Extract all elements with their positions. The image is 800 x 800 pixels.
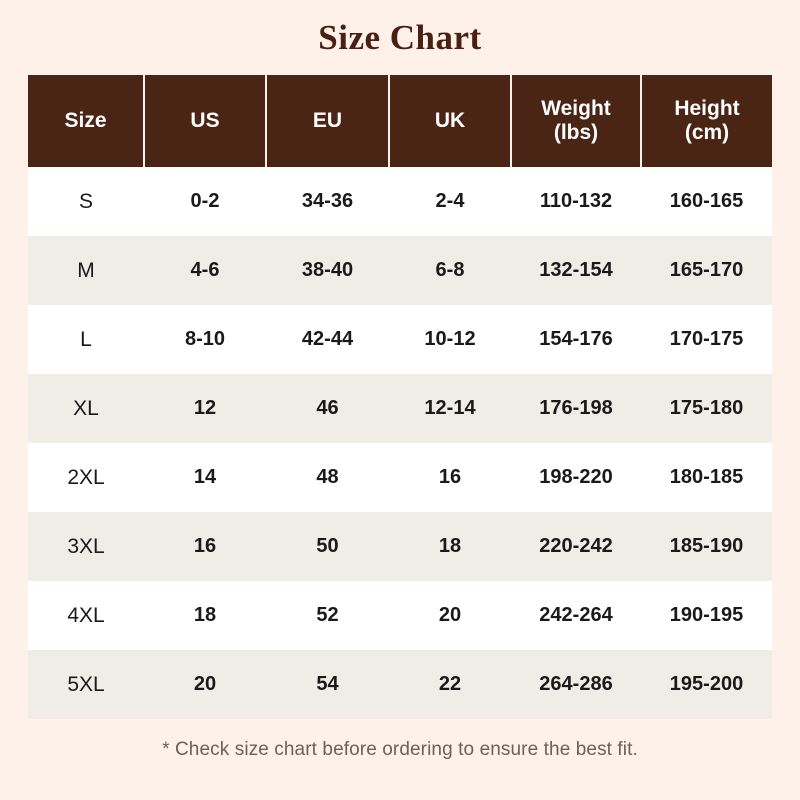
cell-us: 0-2 [144, 167, 266, 236]
cell-eu: 50 [266, 512, 389, 581]
column-header-uk-line1: UK [434, 109, 466, 133]
footnote-asterisk: * [162, 739, 170, 760]
table-row [28, 374, 772, 443]
cell-height: 165-170 [641, 236, 772, 305]
cell-size: 5XL [28, 650, 144, 719]
cell-size: 4XL [28, 581, 144, 650]
table-header [28, 75, 772, 167]
cell-us: 8-10 [144, 305, 266, 374]
cell-size: 3XL [28, 512, 144, 581]
column-header-height-line1: Height [674, 97, 740, 121]
column-header-weight-line2: (lbs) [553, 121, 599, 144]
cell-size: S [28, 167, 144, 236]
cell-height: 180-185 [641, 443, 772, 512]
column-header-eu [266, 75, 389, 167]
cell-eu: 48 [266, 443, 389, 512]
cell-uk: 18 [389, 512, 511, 581]
column-header-us [144, 75, 266, 167]
size-table [28, 75, 772, 719]
column-header-weight [511, 75, 641, 167]
table-body [28, 167, 772, 719]
cell-uk: 10-12 [389, 305, 511, 374]
cell-weight: 264-286 [511, 650, 641, 719]
cell-eu: 34-36 [266, 167, 389, 236]
cell-height: 190-195 [641, 581, 772, 650]
cell-uk: 16 [389, 443, 511, 512]
column-header-height [641, 75, 772, 167]
cell-size: L [28, 305, 144, 374]
column-header-height-line2: (cm) [684, 121, 730, 144]
table-row [28, 512, 772, 581]
column-header-eu-line1: EU [312, 109, 343, 133]
cell-height: 185-190 [641, 512, 772, 581]
cell-uk: 22 [389, 650, 511, 719]
cell-weight: 220-242 [511, 512, 641, 581]
cell-us: 20 [144, 650, 266, 719]
cell-size: M [28, 236, 144, 305]
table-row [28, 236, 772, 305]
cell-uk: 12-14 [389, 374, 511, 443]
cell-height: 160-165 [641, 167, 772, 236]
cell-height: 175-180 [641, 374, 772, 443]
cell-weight: 176-198 [511, 374, 641, 443]
cell-us: 16 [144, 512, 266, 581]
column-header-us-line1: US [190, 109, 220, 133]
cell-eu: 46 [266, 374, 389, 443]
cell-height: 170-175 [641, 305, 772, 374]
column-header-uk [389, 75, 511, 167]
cell-weight: 132-154 [511, 236, 641, 305]
cell-weight: 154-176 [511, 305, 641, 374]
cell-us: 12 [144, 374, 266, 443]
cell-eu: 42-44 [266, 305, 389, 374]
table-row [28, 167, 772, 236]
footnote [0, 739, 800, 761]
cell-weight: 198-220 [511, 443, 641, 512]
table-row [28, 581, 772, 650]
cell-eu: 54 [266, 650, 389, 719]
table-row [28, 443, 772, 512]
column-header-size-line1: Size [64, 109, 107, 133]
cell-height: 195-200 [641, 650, 772, 719]
page-title: Size Chart [318, 18, 482, 57]
size-table-container [28, 75, 772, 719]
table-header-row [28, 75, 772, 167]
cell-eu: 52 [266, 581, 389, 650]
cell-size: XL [28, 374, 144, 443]
footnote-text: Check size chart before ordering to ensure the best fit. [174, 739, 638, 760]
table-row [28, 305, 772, 374]
cell-us: 18 [144, 581, 266, 650]
cell-uk: 20 [389, 581, 511, 650]
cell-uk: 6-8 [389, 236, 511, 305]
cell-size: 2XL [28, 443, 144, 512]
table-row [28, 650, 772, 719]
cell-weight: 242-264 [511, 581, 641, 650]
cell-eu: 38-40 [266, 236, 389, 305]
cell-uk: 2-4 [389, 167, 511, 236]
column-header-weight-line1: Weight [541, 97, 611, 121]
cell-weight: 110-132 [511, 167, 641, 236]
cell-us: 4-6 [144, 236, 266, 305]
cell-us: 14 [144, 443, 266, 512]
column-header-size [28, 75, 144, 167]
